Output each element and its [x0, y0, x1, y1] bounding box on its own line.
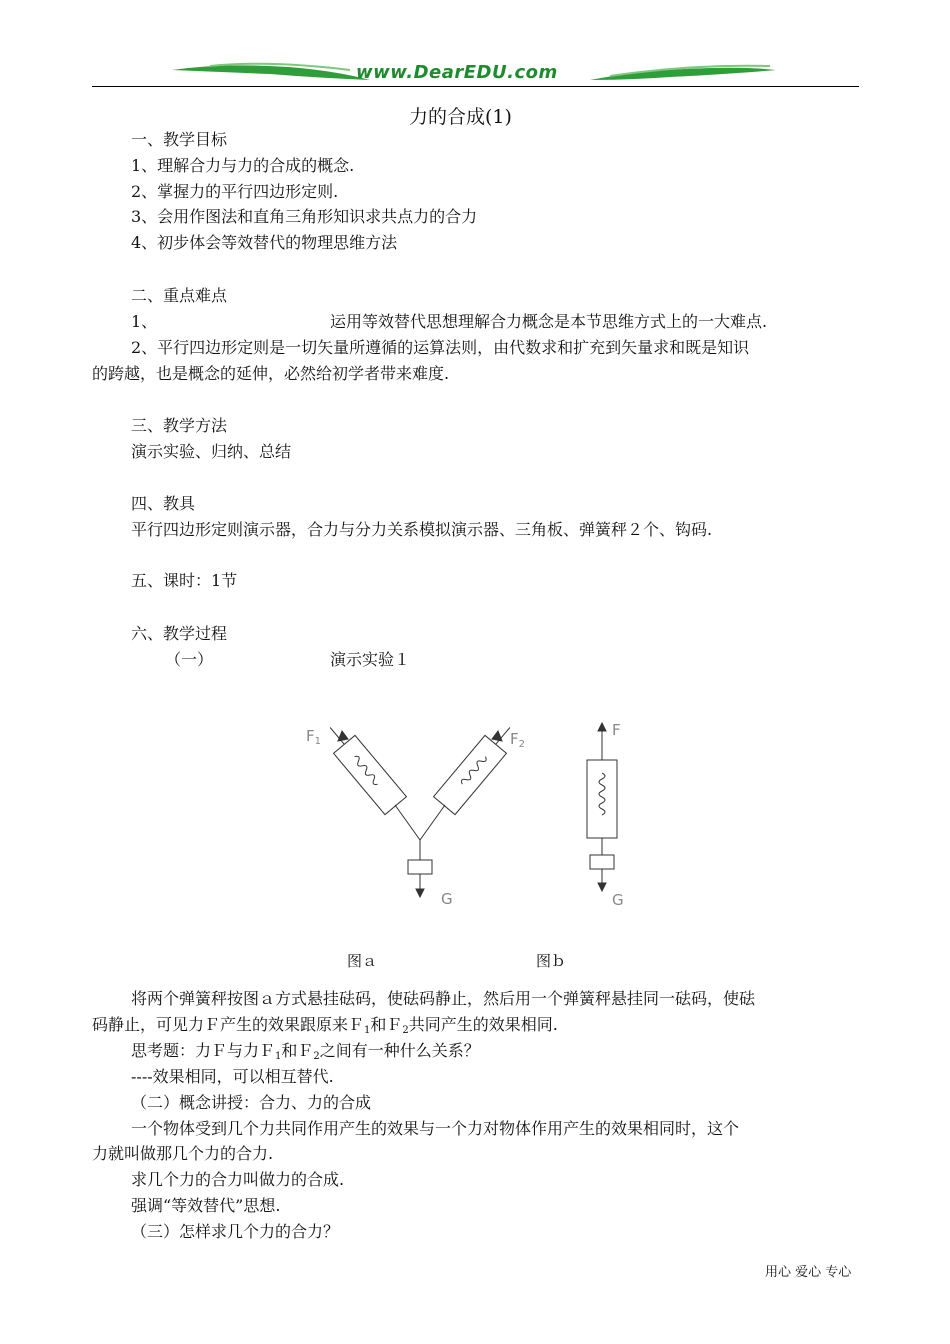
- think-answer: ----效果相同，可以相互替代.: [131, 1067, 334, 1086]
- composition-line: 求几个力的合力叫做力的合成.: [131, 1170, 345, 1189]
- page-title: 力的合成(1): [409, 106, 512, 128]
- difficulty-item-line: 的跨越，也是概念的延伸，必然给初学者带来难度.: [92, 364, 450, 383]
- paragraph-line: 码静止，可见力Ｆ产生的效果跟原来Ｆ$_1$和Ｆ$_2$共同产生的效果相同.: [92, 1015, 558, 1036]
- tools-text: 平行四边形定则演示器，合力与分力关系模拟演示器、三角板、弹簧秤２个、钩码.: [131, 520, 713, 539]
- footer-text: 用心 爱心 专心: [765, 1265, 852, 1280]
- emphasis-line: 强调“等效替代”思想.: [131, 1196, 281, 1215]
- label-G-a: G: [441, 890, 453, 908]
- subsection-heading: （二）概念讲授：合力、力的合成: [131, 1093, 372, 1112]
- spring-scale-figure: [290, 715, 650, 915]
- header-logo: [170, 58, 780, 88]
- section-process-heading: 六、教学过程: [131, 624, 228, 643]
- subsection-heading: （三）怎样求几个力的合力？: [131, 1222, 340, 1241]
- difficulty-item-line: 2、平行四边形定则是一切矢量所遵循的运算法则，由代数求和扩充到矢量求和既是知识: [131, 338, 750, 357]
- goal-item: 3、会用作图法和直角三角形知识求共点力的合力: [131, 207, 478, 226]
- section-goals-heading: 一、教学目标: [131, 130, 228, 149]
- figure-a: [319, 719, 520, 897]
- definition-line: 力就叫做那几个力的合力.: [92, 1144, 274, 1163]
- goal-item: 1、理解合力与力的合成的概念.: [131, 156, 355, 175]
- goal-item: 4、初步体会等效替代的物理思维方法: [131, 233, 398, 252]
- logo-text: www.DearEDU.com: [356, 62, 558, 83]
- goal-item: 2、掌握力的平行四边形定则.: [131, 182, 339, 201]
- section-hours: 五、课时：1节: [131, 571, 238, 590]
- paragraph-line: 将两个弹簧秤按图ａ方式悬挂砝码，使砝码静止，然后用一个弹簧秤悬挂同一砝码，使砝: [131, 989, 756, 1008]
- label-F1: $F_1$: [306, 727, 322, 747]
- label-G-b: G: [612, 891, 624, 909]
- definition-line: 一个物体受到几个力共同作用产生的效果与一个力对物体作用产生的效果相同时，这个: [131, 1119, 740, 1138]
- difficulty-item-number: 1、: [131, 312, 158, 331]
- label-F: F: [612, 721, 621, 739]
- figure-caption-a: 图ａ: [347, 952, 378, 970]
- methods-text: 演示实验、归纳、总结: [131, 442, 292, 461]
- process-sub1-number: （一）: [165, 650, 214, 669]
- section-difficulties-heading: 二、重点难点: [131, 286, 228, 305]
- difficulty-item-text: 运用等效替代思想理解合力概念是本节思维方式上的一大难点.: [330, 312, 768, 331]
- section-methods-heading: 三、教学方法: [131, 416, 228, 435]
- section-tools-heading: 四、教具: [131, 494, 196, 513]
- header-rule: [92, 86, 859, 87]
- figure-caption-b: 图ｂ: [536, 952, 567, 970]
- figure-b: [587, 723, 617, 891]
- process-sub1-title: 演示实验１: [330, 650, 411, 669]
- think-question: 思考题：力Ｆ与力Ｆ$_1$和Ｆ$_2$之间有一种什么关系？: [131, 1041, 480, 1062]
- label-F2: $F_2$: [510, 730, 526, 750]
